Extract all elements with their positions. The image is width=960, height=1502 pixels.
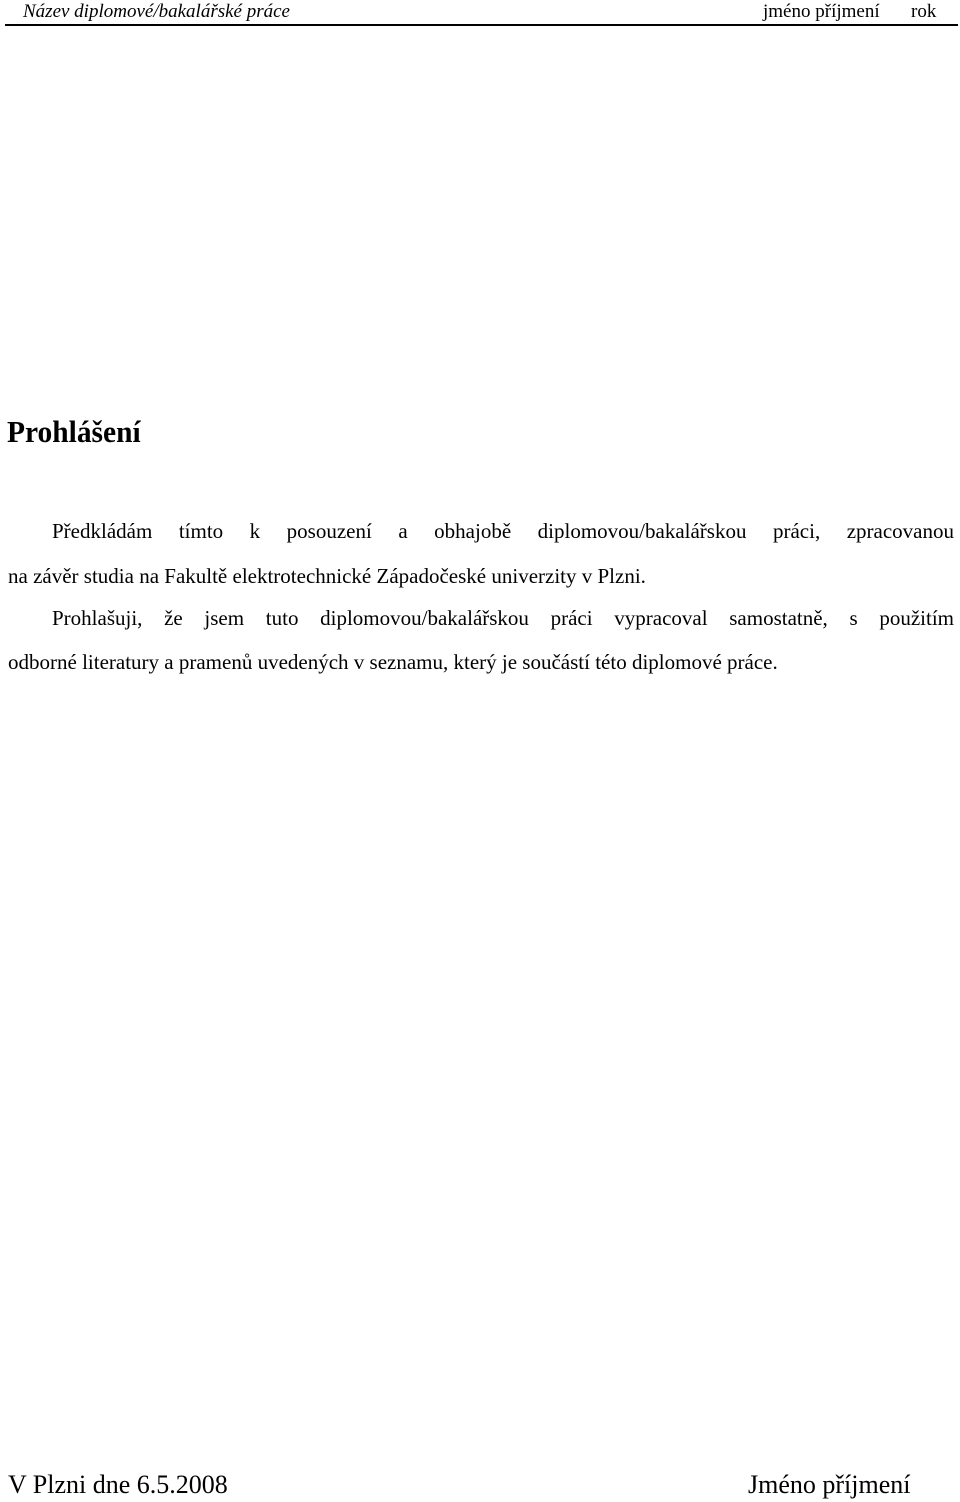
section-heading: Prohlášení xyxy=(7,414,141,449)
signature-name: Jméno příjmení xyxy=(748,1470,911,1499)
paragraph-1-line-1: Předkládám tímto k posouzení a obhajobě diplomovou/bakalářskou práci, zpracovanou xyxy=(52,519,954,543)
paragraph-2-line-2: odborné literatury a pramenů uvedených v seznamu, který je součástí této diplomové práce. xyxy=(8,650,778,674)
signature-place-date: V Plzni dne 6.5.2008 xyxy=(8,1470,228,1499)
page-header xyxy=(5,0,958,26)
header-thesis-title: Název diplomové/bakalářské práce xyxy=(23,1,290,22)
paragraph-1-line-2: na závěr studia na Fakultě elektrotechnické Západočeské univerzity v Plzni. xyxy=(8,564,646,588)
header-year: rok xyxy=(911,1,937,22)
paragraph-2-line-1: Prohlašuji, že jsem tuto diplomovou/bakalářskou práci vypracoval samostatně, s použitím xyxy=(52,606,954,630)
header-author-name: jméno příjmení xyxy=(763,1,880,22)
